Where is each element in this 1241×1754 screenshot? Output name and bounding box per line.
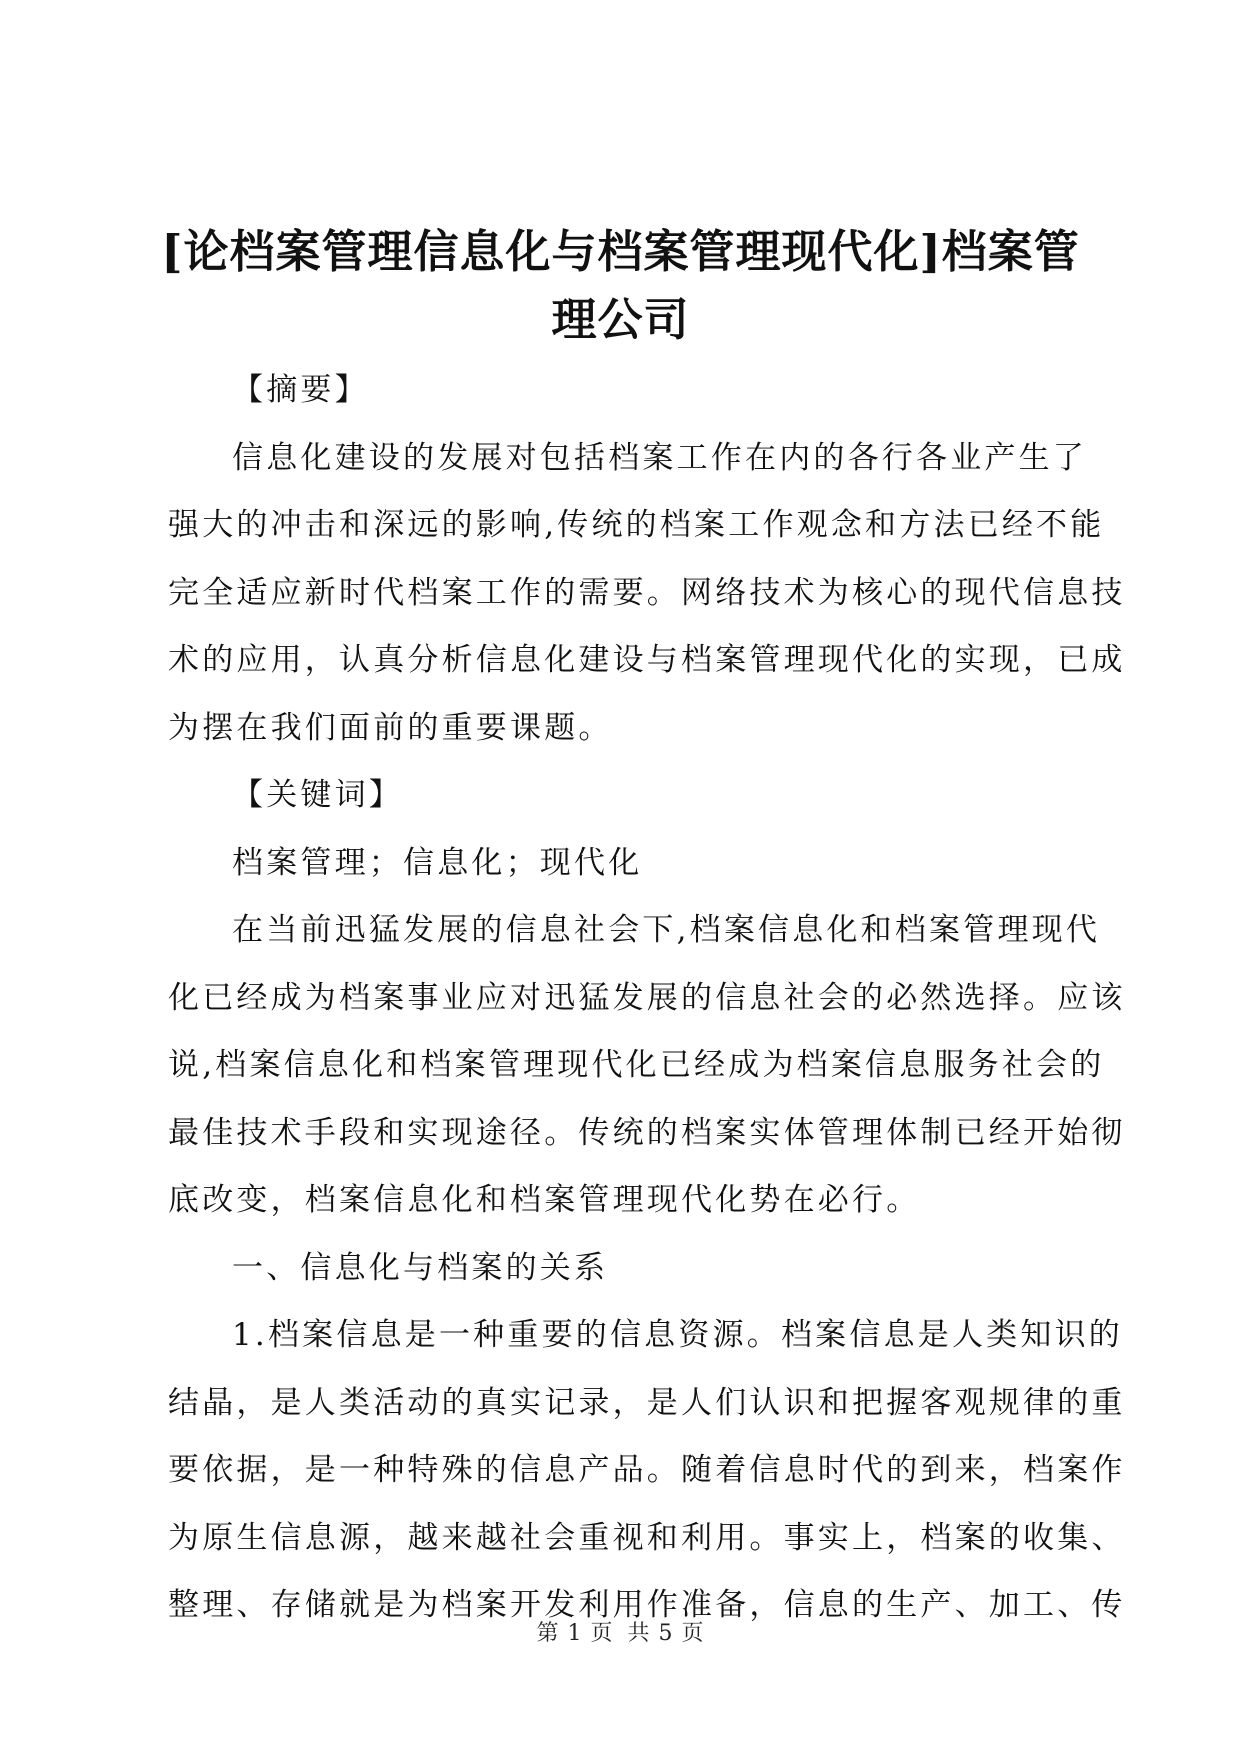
text-line: 【关键词】 (232, 777, 403, 813)
text-line: 信息化建设的发展对包括档案工作在内的各行各业产生了 (232, 439, 1087, 476)
keywords-heading (168, 762, 1078, 830)
section-paragraph (168, 1302, 1126, 1640)
text-line: 【摘要】 (232, 372, 369, 408)
text-line: 完全适应新时代档案工作的需要。网络技术为核心的现代信息技 (168, 574, 1126, 611)
text-line: 说,档案信息化和档案管理现代化已经成为档案信息服务社会的 (168, 1047, 1105, 1083)
abstract-heading (168, 357, 1078, 425)
document-title (160, 218, 1081, 354)
text-line: 整理、存储就是为档案开发利用作准备，信息的生产、加工、传 (168, 1587, 1126, 1623)
text-line: 最佳技术手段和实现途径。传统的档案实体管理体制已经开始彻 (168, 1114, 1126, 1151)
text-line: 为摆在我们面前的重要课题。 (168, 709, 613, 746)
text-line: 一、信息化与档案的关系 (232, 1249, 609, 1286)
page-total: 共 5 页 (627, 1621, 705, 1646)
text-line: 在当前迅猛发展的信息社会下,档案信息化和档案管理现代 (232, 912, 1101, 948)
text-line: 1.档案信息是一种重要的信息资源。档案信息是人类知识的 (232, 1317, 1123, 1353)
abstract-paragraph (168, 425, 1126, 763)
text-line: 结晶，是人类活动的真实记录，是人们认识和把握客观规律的重 (168, 1384, 1126, 1421)
document-body (168, 357, 1126, 1640)
page-number: 第 1 页 (536, 1621, 614, 1646)
keywords-list (168, 830, 1078, 898)
section-heading (168, 1235, 1078, 1303)
page-footer (0, 1616, 1241, 1647)
title-line: 理公司 (551, 293, 690, 346)
text-line: 档案管理；信息化；现代化 (232, 844, 643, 881)
text-line: 强大的冲击和深远的影响,传统的档案工作观念和方法已经不能 (168, 507, 1105, 543)
text-line: 要依据，是一种特殊的信息产品。随着信息时代的到来，档案作 (168, 1452, 1126, 1488)
text-line: 为原生信息源，越来越社会重视和利用。事实上，档案的收集、 (168, 1519, 1126, 1556)
title-line: [论档案管理信息化与档案管理现代化]档案管 (161, 225, 1080, 278)
text-line: 底改变，档案信息化和档案管理现代化势在必行。 (168, 1182, 921, 1218)
text-line: 术的应用，认真分析信息化建设与档案管理现代化的实现，已成 (168, 642, 1126, 678)
text-line: 化已经成为档案事业应对迅猛发展的信息社会的必然选择。应该 (168, 979, 1126, 1016)
intro-paragraph (168, 897, 1126, 1235)
